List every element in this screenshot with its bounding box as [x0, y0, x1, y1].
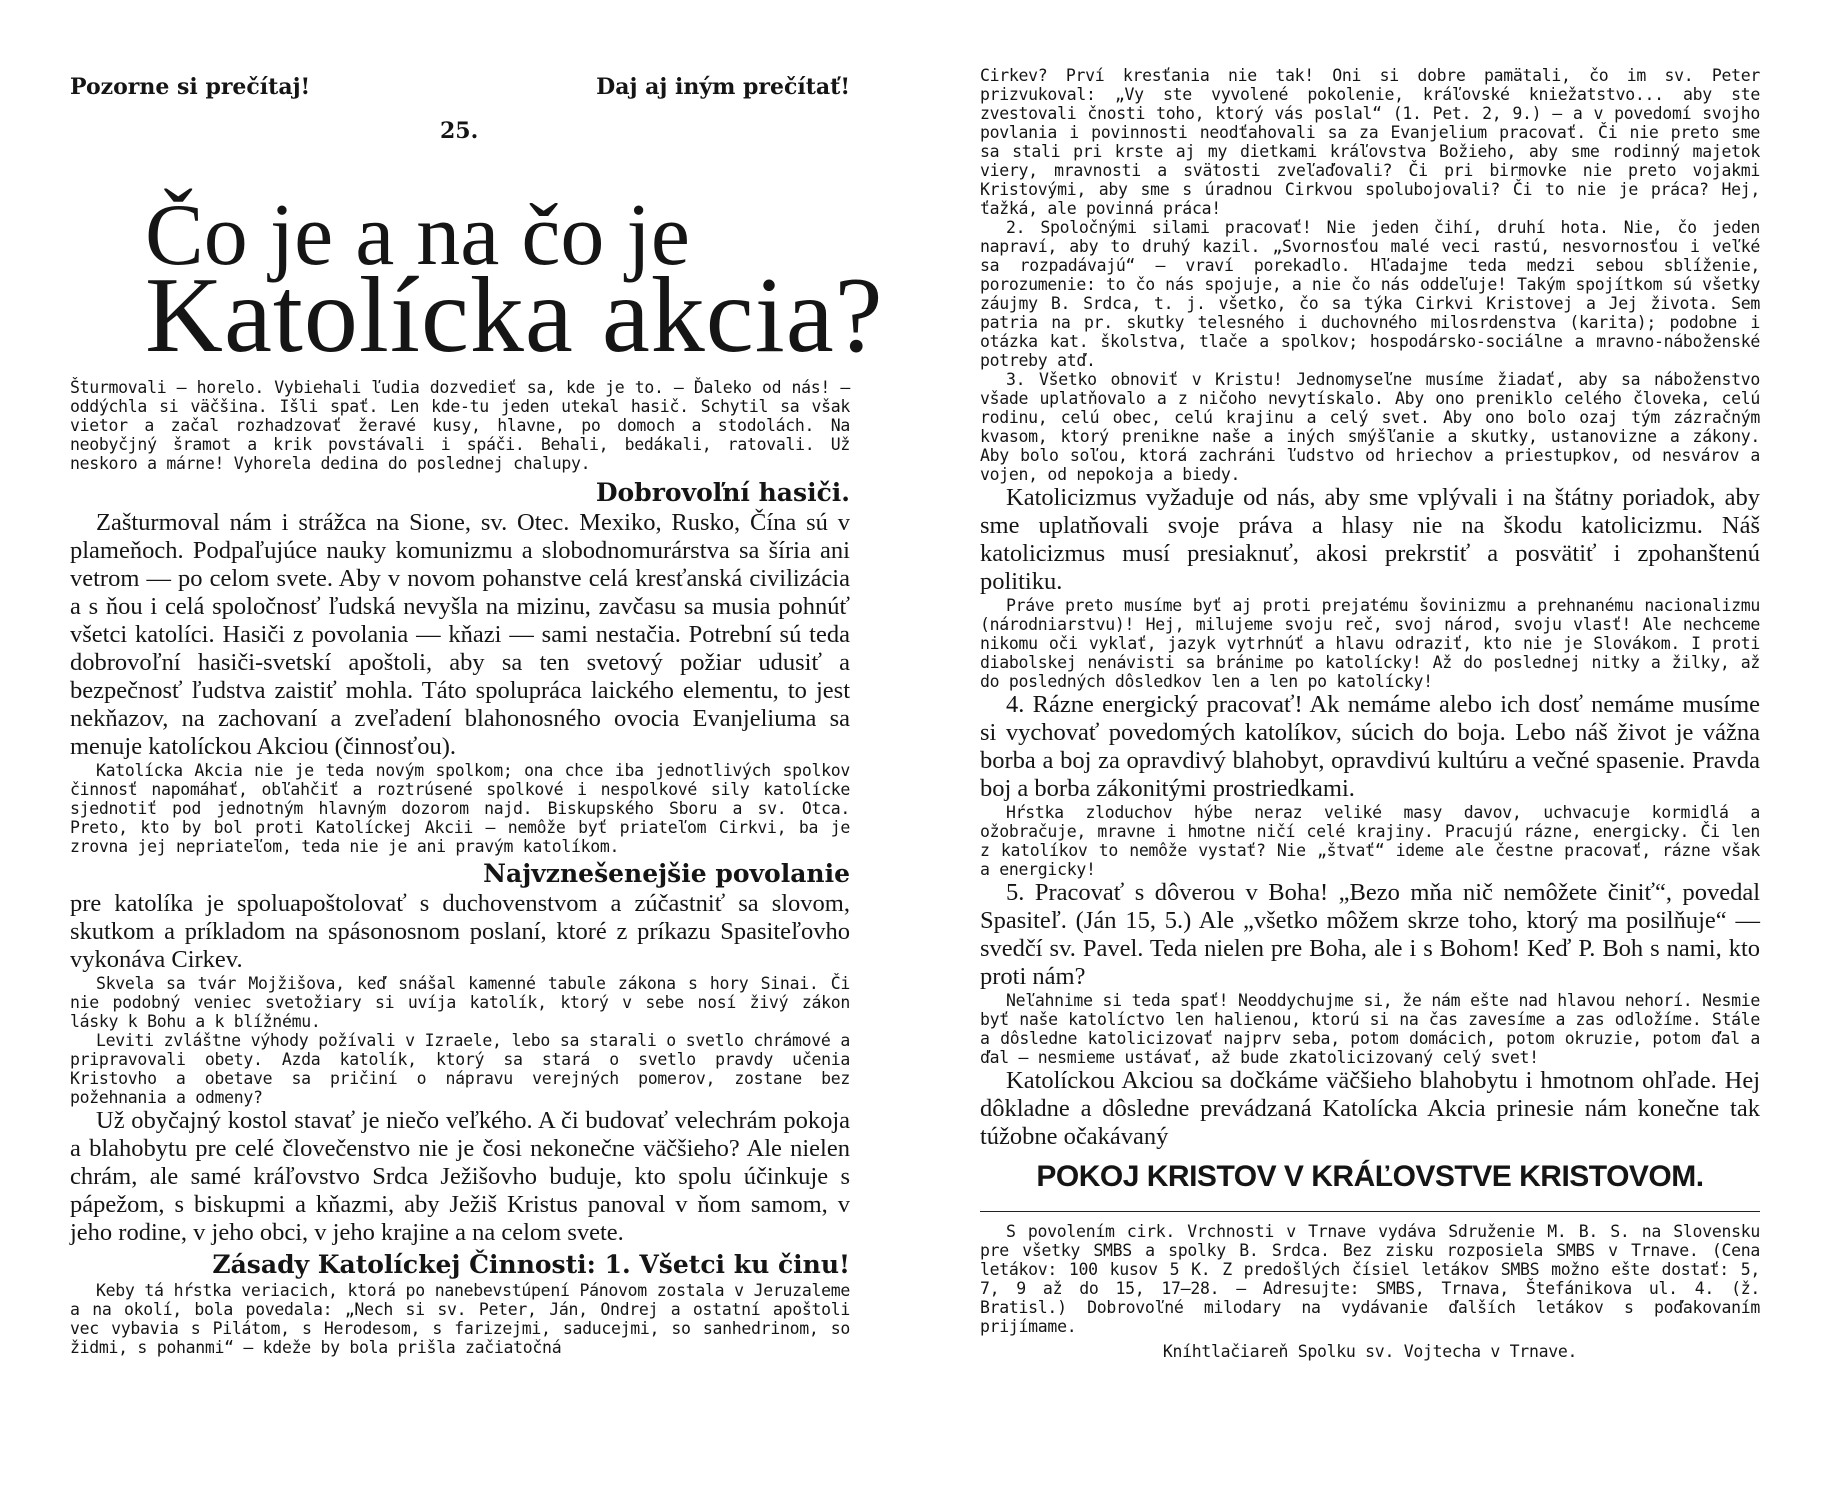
printer-credit: Kníhtlačiareň Spolku sv. Vojtecha v Trnave.: [1162, 1342, 1578, 1361]
paragraph-trust-god: 5. Pracovať s dôverou v Boha! „Bezo mňa nič nemôžete činiť“, povedal Spasiteľ. (Ján 15, 5.) Ale „všetko môžem skrze toho, ktorý ma posilňuje“ — svedčí sv. Pavel. Teda nielen pre Boha, ale i s Bohom! Keď P. Boh s nami, kto proti nám?: [980, 879, 1760, 990]
paragraph-church-building: Už obyčajný kostol stavať je niečo veľkého. A či budovať velechrám pokoja a blahobytu pre celé človečenstvo nie je čosi nekonečne väčšieho? Ale nielen chrám, ale samé kráľovstvo Srdca Ježišovho buduje, kto spolu účinkuje s pápežom, s biskupmi a kňazmi, aby Ježiš Kristus panoval v ňom samom, v jeho rodine, v jeho obci, v jeho krajine a na celom svete.: [70, 1107, 850, 1246]
paragraph-calling: pre katolíka je spoluapoštolovať s duchovenstvom a zúčastniť sa slovom, skutkom a príkladom na spásonosnom poslaní, ktoré z príkazu Spasiteľovho vykonáva Cirkev.: [70, 890, 850, 973]
title-line-2: Katolícka akcia?: [145, 256, 884, 375]
issue-number: 25.: [440, 118, 479, 144]
paragraph-not-a-club: Katolícka Akcia nie je teda novým spolkom; ona chce iba jednotlivých spolkov činnosť napomáhať, obľahčiť a roztrúsené spolkové i nespolkové sily katolícke sjednotiť pod jednotným hlavným dozorom najd. Biskupského Sboru a sv. Otca. Preto, kto by bol proti Katolíckej Akcii — nemôže byť priateľom Cirkvi, ba je zrovna jej nepriateľom, teda nie je ani pravým katolíkom.: [70, 761, 850, 856]
paragraph-renew-in-christ: 3. Všetko obnoviť v Kristu! Jednomyseľne musíme žiadať, aby sa náboženstvo všade uplatňovalo a z ničoho nevytískalo. Aby ono preniklo celého človeka, celú rodinu, celú obec, celú krajinu a celý svet. Aby ono bolo ozaj tým zázračným kvasom, ktorý prenikne naše a iných smýšľanie a skutky, ustanovizne a zákony. Aby bolo soľou, ktorá zachráni ľudstvo od hriechov a priestupkov, od nesvárov a vojen, od nepokoja a biedy.: [980, 370, 1760, 484]
header-read-carefully: Pozorne si prečítaj!: [70, 74, 311, 100]
paragraph-nationalism: Práve preto musíme byť aj proti prejatému šovinizmu a prehnanému nacionalizmu (národniarstvu)! Hej, milujeme svoju reč, svoj národ, svoju vlasť! Ale nechceme nikomu oči vyklať, jazyk vytrhnúť a hlavu odraziť, kto nie je Slovákom. I proti diabolskej nenávisti sa bránime po katolícky! Až do poslednej nitky a žilky, až do posledných dôsledkov len a len po katolícky!: [980, 596, 1760, 691]
imprint-notice: S povolením cirk. Vrchnosti v Trnave vydáva Sdruženie M. B. S. na Slovensku pre všetky SMBS a spolky B. Srdca. Bez zisku rozposiela SMBS v Trnave. (Cena letákov: 100 kusov 5 K. Z predošlých čísiel letákov SMBS možno ešte dostať: 5, 7, 9 až do 15, 17—28. — Adresujte: SMBS, Trnava, Štefánikova ul. 4. (ž. Bratisl.) Dobrovoľné milodary na vydávanie ďalších letákov s poďakovaním prijímame.: [980, 1222, 1760, 1336]
right-page: [980, 0, 1760, 1500]
paragraph-united-forces: 2. Spoločnými silami pracovať! Nie jeden čihí, druhí hota. Nie, čo jeden napraví, aby to druhý kazil. „Svornosťou malé veci rastú, nesvornosťou i veľké sa rozpadávajú“ — vraví porekadlo. Hľadajme teda medzi sebou sblíženie, porozumenie: to čo nás spojuje, a nie čo nás oddeľuje! Takým spojítkom sú všetky záujmy B. Srdca, t. j. všetko, čo sa týka Cirkvi Kristovej a Jej života. Sem patria na pr. skutky telesného i duchovného milosrdenstva (karita); podobne i otázka kat. školstva, tlače a spolkov; hospodársko-sociálne a mravno-náboženské potreby atď.: [980, 218, 1760, 370]
left-column-text: [70, 378, 850, 1357]
paragraph-prosperity: Katolíckou Akciou sa dočkáme väčšieho blahobytu i hmotnom ohľade. Hej dôkladne a dôsledne prevádzaná Katolícka Akcia prinesie nám konečne tak túžobne očakávaný: [980, 1067, 1760, 1150]
paragraph-evildoers: Hŕstka zloduchov hýbe neraz veliké masy davov, uchvacuje kormidlá a ožobračuje, mravne i hmotne ničí celé krajiny. Pracujú rázne, energicky. Či len z katolíkov to nemôže vystať? Nie „štvať“ ideme ale čestne pracovať, rázne však a energicky!: [980, 803, 1760, 879]
intro-paragraph: Šturmovali — horelo. Vybiehali ľudia dozvedieť sa, kde je to. — Ďaleko od nás! — oddýchla si väčšina. Išli spať. Len kde-tu jeden utekal hasič. Schytil sa však vietor a začal rozhadzovať žeravé kusy, hlavne, po domoch a stodolách. Na neobyčjný šramot a krik povstávali i spáči. Behali, bedákali, ratovali. Už neskoro a márne! Vyhorela dedina do poslednej chalupy.: [70, 378, 850, 473]
closing-slogan: POKOJ KRISTOV V KRÁĽOVSTVE KRISTOVOM.: [1036, 1160, 1704, 1193]
paragraph-fire: Zašturmoval nám i strážca na Sione, sv. Otec. Mexiko, Rusko, Čína sú v plameňoch. Podpaľujúce nauky komunizmu a slobodnomurárstva sa šíria ani vetrom — po celom svete. Aby v novom pohanstve celá kresťanská civilizácia a s ňou i celá spoločnosť ľudská nevyšla na mizinu, zavčasu sa musia pohnúť všetci katolíci. Hasiči z povolania — kňazi — sami nestačia. Potrební sú teda dobrovoľní hasiči-svetskí apoštoli, aby sa ten svetový požiar udusiť a bezpečnosť ľudstva zaistiť mohla. Táto spolupráca laického elementu, to jest nekňazov, na zachovaní a zveľadení blahonosného ovocia Evanjeliuma sa menuje katolíckou Akciou (činnosťou).: [70, 509, 850, 760]
title-line-1: Čo je a na čo je: [145, 187, 690, 284]
paragraph-first-christians: Cirkev? Prví kresťania nie tak! Oni si dobre pamätali, čo im sv. Peter prizvukoval: „Vy ste vyvolené pokolenie, kráľovské kniežatstvo... aby ste zvestovali čnosti toho, ktorý vás poslal“ (1. Pet. 2, 9.) — a v povedomí svojho povlania i povinnosti neodťahovali sa za Evanjelium pracovať. Či nie preto sme sa stali pri krste aj my dietkami kráľovstva Božieho, aby sme rodinný majetok viery, mravnosti a svätosti zveľaďovali? Či pri birmovke nie preto vojakmi Kristovými, aby sme s úradnou Cirkvou spolubojovali? Či to nie je práca? Hej, ťažká, ale povinná práca!: [980, 66, 1760, 218]
paragraph-energetic-work: 4. Rázne energický pracovať! Ak nemáme alebo ich dosť nemáme musíme si vychovať povedomých katolíkov, súcich do boja. Lebo náš život je vážna borba a boj za opravdivý blahobyt, opravdivú kultúru a večné spasenie. Pravda boj a borba zákonitými prostriedkami.: [980, 691, 1760, 802]
paragraph-dont-sleep: Neľahnime si teda spať! Neoddychujme si, že nám ešte nad hlavou nehorí. Nesmie byť naše katolíctvo len halienou, ktorú si na čas zavesíme a zas odložíme. Stále a dôsledne katolicizovať najprv seba, potom domácich, potom okruzie, potom ďal a ďal — nesmieme ustávať, až bude zkatolicizovaný celý svet!: [980, 991, 1760, 1067]
divider-rule: [980, 1211, 1760, 1212]
heading-highest-calling: Najvznešenejšie povolanie: [483, 859, 850, 888]
header-pass-on: Daj aj iným prečítať!: [596, 74, 850, 100]
paragraph-jerusalem: Keby tá hŕstka veriacich, ktorá po nanebevstúpení Pánovom zostala v Jeruzaleme a na okolí, bola povedala: „Nech si sv. Peter, Ján, Ondrej a ostatní apoštoli vec vybavia s Pilátom, s Herodesom, s farizejmi, saducejmi, so sanhedrinom, so židmi, s pohanmi“ — kdeže by bola prišla začiatočná: [70, 1281, 850, 1357]
paragraph-state-order: Katolicizmus vyžaduje od nás, aby sme vplývali i na štátny poriadok, aby sme uplatňovali svoje práva a hlasy nie na škodu katolicizmu. Náš katolicizmus musí presiaknuť, akosi prekrstiť a posvätiť i zpohanštenú politiku.: [980, 484, 1760, 595]
paragraph-moses: Skvela sa tvár Mojžišova, keď snášal kamenné tabule zákona s hory Sinai. Či nie podobný veniec svetožiary si uvíja katolík, ktorý v sebe nosí živý zákon lásky k Bohu a k blížnému.: [70, 974, 850, 1031]
heading-volunteer-firemen: Dobrovoľní hasiči.: [595, 478, 850, 507]
heading-principles: Zásady Katolíckej Činnosti: 1. Všetci ku činu!: [212, 1250, 850, 1279]
left-page: [70, 0, 884, 1500]
paragraph-levites: Leviti zvláštne výhody požívali v Izraele, lebo sa starali o svetlo chrámové a pripravovali obety. Azda katolík, ktorý sa stará o svetlo pravdy učenia Kristovho a obetave sa pričiní o nápravu verejných pomerov, zostane bez požehnania a odmeny?: [70, 1031, 850, 1107]
right-column-text: [980, 66, 1760, 1361]
